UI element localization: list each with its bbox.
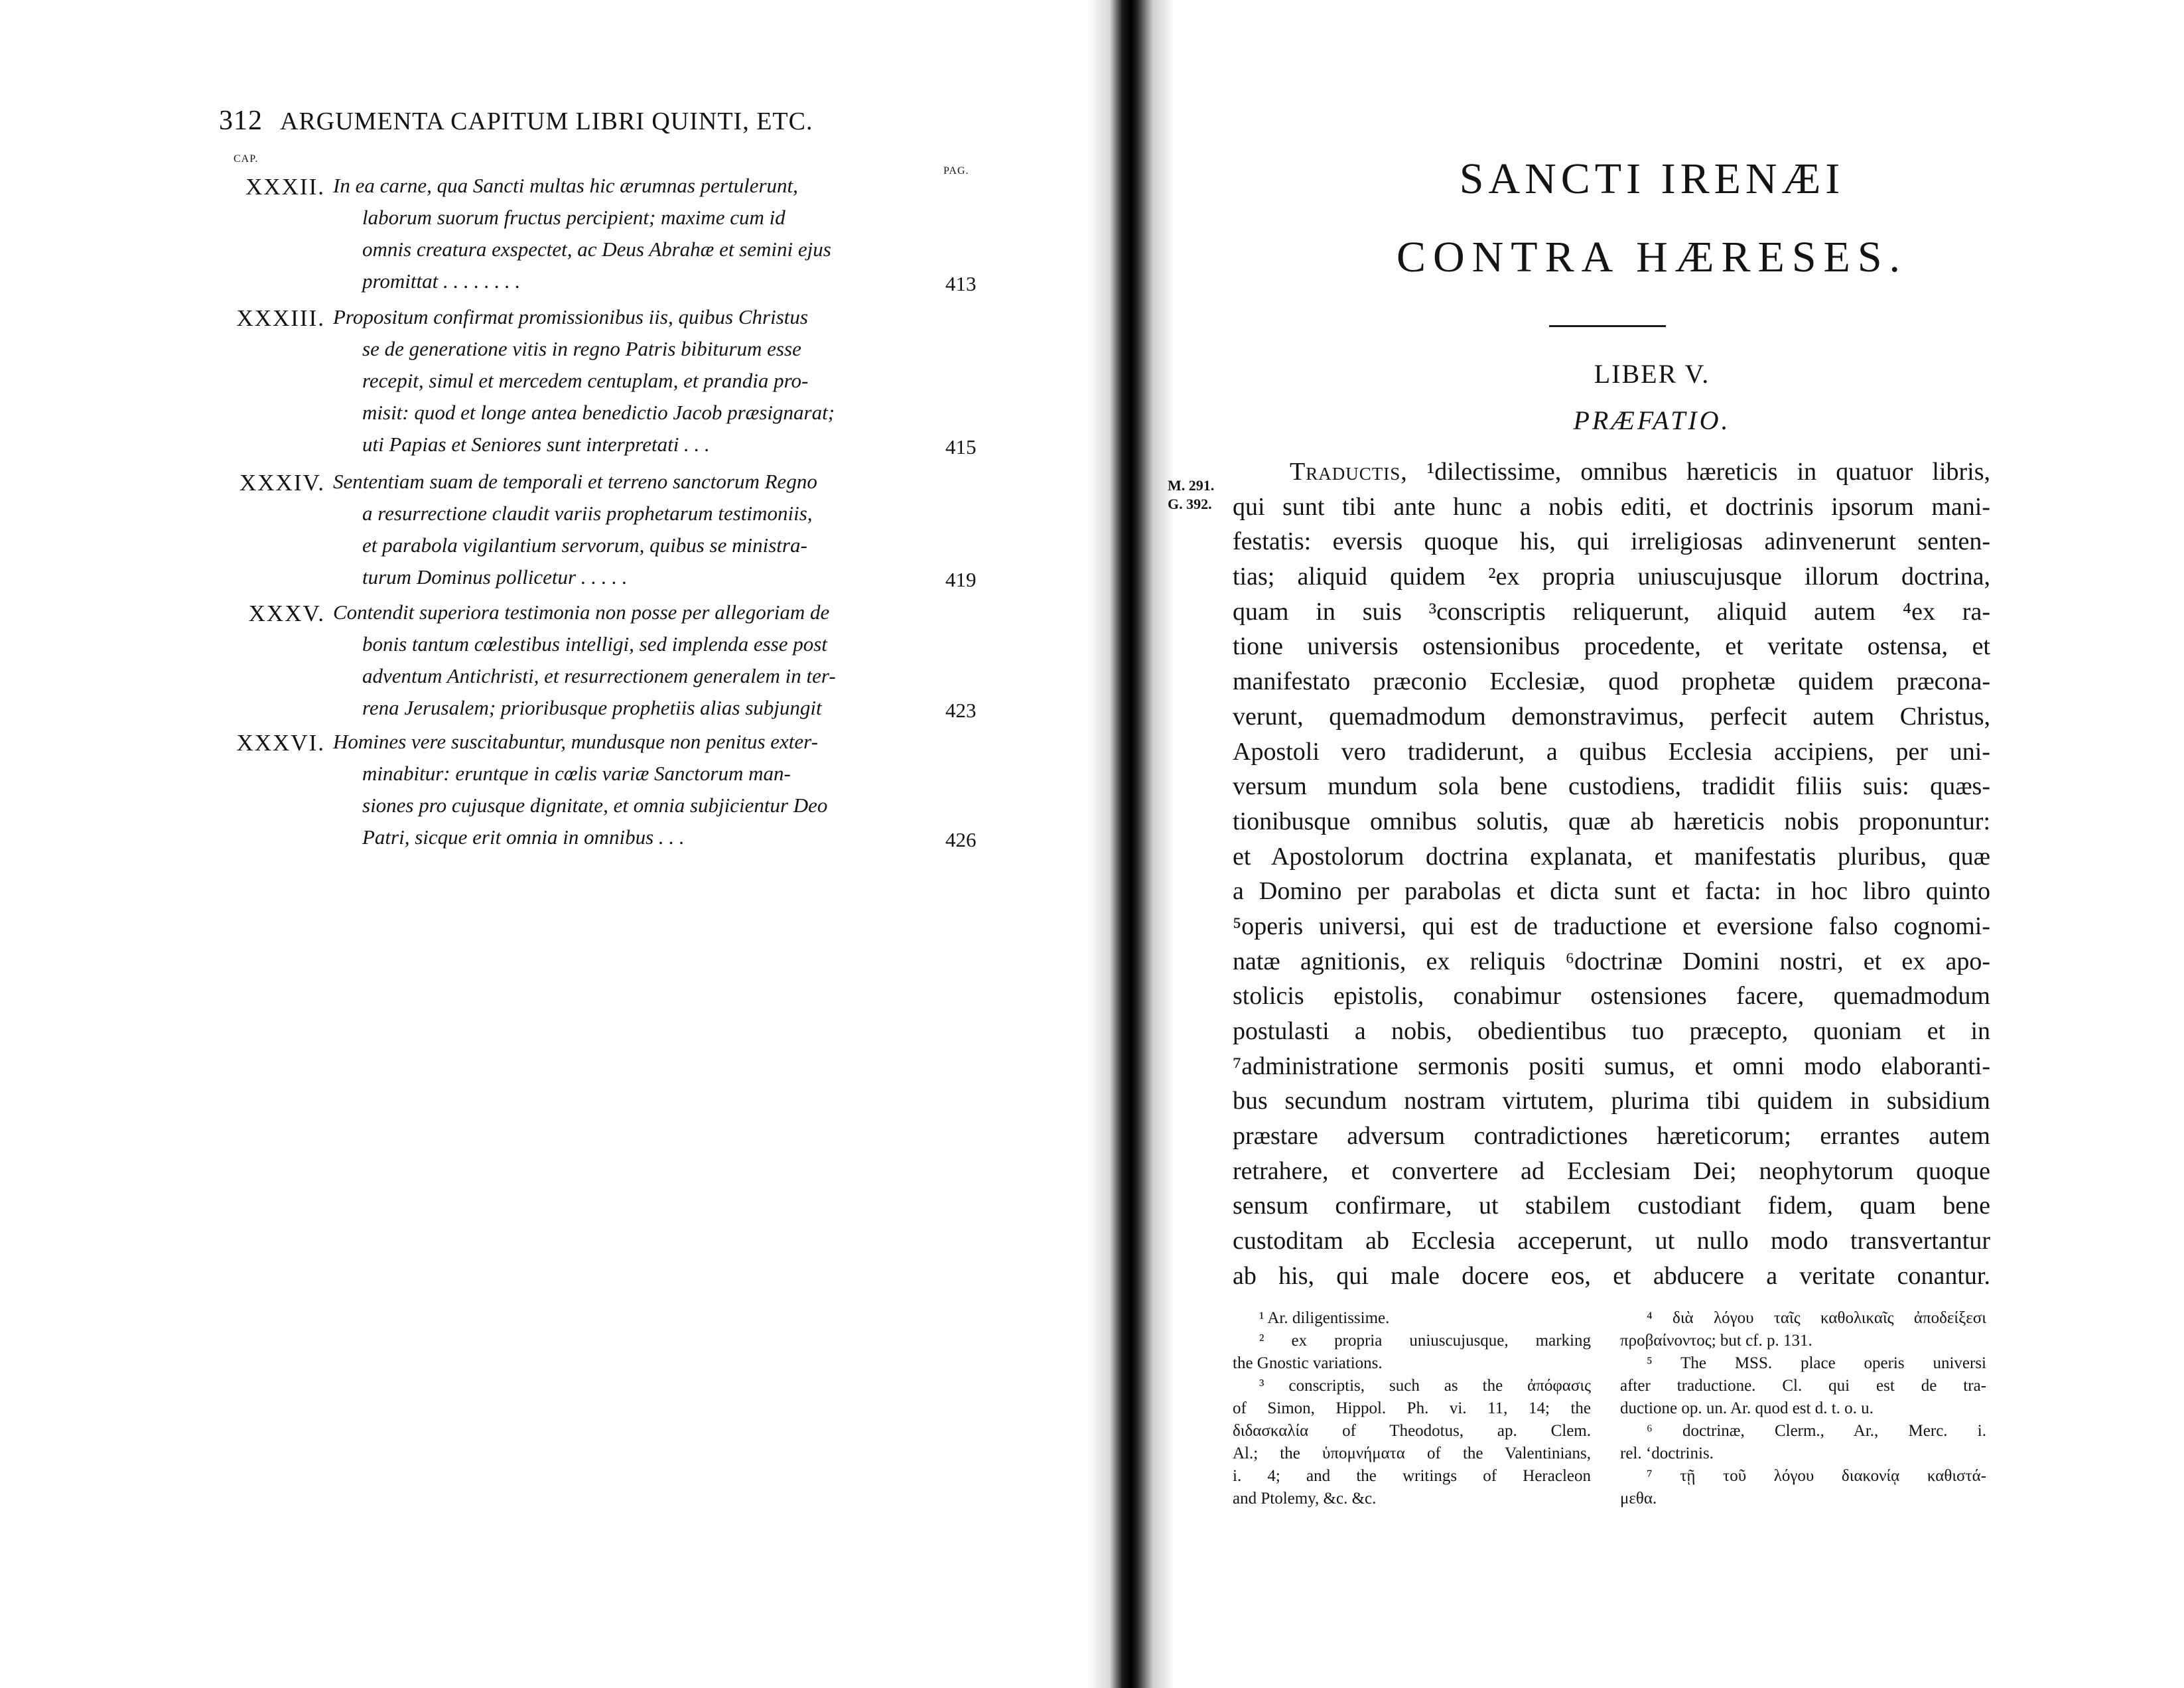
footnote-line: after traductione. Cl. qui est de tra- <box>1620 1377 1986 1395</box>
chapter-page-number: 426 <box>945 828 977 851</box>
body-line: verunt, quemadmodum demonstravimus, perfecit autem Christus, <box>1233 702 1990 731</box>
running-head <box>219 105 982 137</box>
first-word: Traductis, <box>1290 458 1408 486</box>
summary-line: Contendit superiora testimonia non posse per allegoriam de <box>333 600 830 624</box>
chapter-summary <box>333 466 930 593</box>
summary-line: turum Dominus pollicetur . . . . . <box>362 565 628 589</box>
chapter-number: XXXV. <box>248 600 325 626</box>
page-number: 312 <box>219 106 263 136</box>
chapter-page-number: 419 <box>945 568 977 591</box>
chapter-page-number: 415 <box>945 435 977 458</box>
body-line: ab his, qui male docere eos, et abducere a veritate conantur. <box>1233 1261 1990 1290</box>
footnote-line: ⁷ τῇ τοῦ λόγου διακονίᾳ καθιστά- <box>1647 1467 1986 1485</box>
footnote-line: ductione op. un. Ar. quod est d. t. o. u. <box>1620 1399 1874 1417</box>
footnote-line: the Gnostic variations. <box>1233 1354 1383 1372</box>
footnote-line: ² ex propria uniuscujusque, marking <box>1259 1332 1591 1350</box>
body-line: et Apostolorum doctrina explanata, et manifestatis pluribus, quæ <box>1233 842 1990 871</box>
footnote-line: ⁵ The MSS. place operis universi <box>1647 1354 1986 1372</box>
preface-heading: PRÆFATIO. <box>1573 405 1731 435</box>
body-line: ⁵operis universi, qui est de traductione et eversione falso cognomi- <box>1233 912 1990 940</box>
summary-line: omnis creatura exspectet, ac Deus Abrahæ et semini ejus <box>362 238 831 261</box>
body-line: retrahere, et convertere ad Ecclesiam Dei; neophytorum quoque <box>1233 1157 1990 1185</box>
footnotes-left-column <box>1233 1307 1591 1510</box>
summary-line: uti Papias et Seniores sunt interpretati . . . <box>362 433 710 456</box>
book-title: SANCTI IRENÆI <box>1459 155 1845 203</box>
body-line: qui sunt tibi ante hunc a nobis editi, et doctrinis ipsorum mani- <box>1233 492 1990 521</box>
body-line: præstare adversum contradictiones hæreticorum; errantes autem <box>1233 1122 1990 1151</box>
summary-line: siones pro cujusque dignitate, et omnia subjicientur Deo <box>362 794 828 817</box>
summary-line: Homines vere suscitabuntur, mundusque non penitus exter- <box>333 730 818 753</box>
body-line: versum mundum sola bene custodiens, tradidit filiis suis: quæs- <box>1233 772 1990 801</box>
summary-line: Sententiam suam de temporali et terreno sanctorum Regno <box>333 470 817 493</box>
column-label-pag: PAG. <box>943 165 969 176</box>
footnote <box>1620 1307 1986 1352</box>
summary-line: rena Jerusalem; prioribusque prophetiis alias subjungit <box>362 696 822 719</box>
body-line: Apostoli vero tradiderunt, a quibus Ecclesia accipiens, per uni- <box>1233 737 1990 766</box>
body-line: bus secundum nostram virtutem, plurima tibi quidem in subsidium <box>1233 1087 1990 1115</box>
footnote <box>1620 1420 1986 1465</box>
footnote-line: Al.; the ὑπομνήματα of the Valentinians, <box>1233 1444 1591 1462</box>
first-line-rest: ¹dilectissime, omnibus hæreticis in quatuor libris, <box>1426 458 1991 486</box>
chapter-summary <box>333 726 930 853</box>
body-line: natæ agnitionis, ex reliquis ⁶doctrinæ Domini nostri, et ex apo- <box>1233 947 1990 975</box>
chapter-number: XXXII. <box>245 174 325 200</box>
summary-line: Patri, sicque erit omnia in omnibus . . . <box>362 825 685 849</box>
body-line: ⁷administratione sermonis positi sumus, et omni modo elaboranti- <box>1233 1052 1990 1080</box>
footnote <box>1233 1330 1591 1375</box>
margin-references <box>1168 476 1214 514</box>
running-head-title: ARGUMENTA CAPITUM LIBRI QUINTI, ETC. <box>280 107 813 135</box>
chapter-number: XXXIV. <box>239 470 325 496</box>
footnote-line: ¹ Ar. diligentissime. <box>1259 1309 1390 1327</box>
summary-line: minabitur: eruntque in cœlis variæ Sanctorum man- <box>362 762 791 785</box>
book-number-heading: LIBER V. <box>1594 359 1710 389</box>
footnote-line: ⁴ διὰ λόγου ταῖς καθολικαῖς ἀποδείξεσι <box>1647 1309 1986 1327</box>
summary-line: misit: quod et longe antea benedictio Jacob præsignarat; <box>362 401 835 424</box>
summary-line: adventum Antichristi, et resurrectionem generalem in ter- <box>362 664 836 687</box>
body-line: tias; aliquid quidem ²ex propria uniuscujusque illorum doctrina, <box>1233 563 1990 591</box>
chapter-summary <box>333 301 930 460</box>
summary-line: se de generatione vitis in regno Patris bibiturum esse <box>362 337 801 360</box>
summary-line: et parabola vigilantium servorum, quibus se ministra- <box>362 533 807 557</box>
body-line: tione universis ostensionibus procedente, et veritate ostensa, et <box>1233 632 1990 661</box>
footnote-line: προβαίνοντος; but cf. p. 131. <box>1620 1332 1812 1350</box>
chapter-page-number: 423 <box>945 699 977 722</box>
footnote <box>1233 1307 1591 1330</box>
body-line: stolicis epistolis, conabimur ostensiones facere, quemadmodum <box>1233 982 1990 1011</box>
footnote-line: i. 4; and the writings of Heracleon <box>1233 1467 1591 1485</box>
summary-line: bonis tantum cœlestibus intelligi, sed implenda esse post <box>362 632 827 656</box>
footnote-line: rel. ‘doctrinis. <box>1620 1444 1714 1462</box>
body-line: sensum confirmare, ut stabilem custodiant fidem, quam bene <box>1233 1192 1990 1220</box>
summary-line: Propositum confirmat promissionibus iis, quibus Christus <box>333 305 808 328</box>
body-line: custoditam ab Ecclesia acceperunt, ut nullo modo transvertantur <box>1233 1227 1990 1255</box>
summary-line: laborum suorum fructus percipient; maxime cum id <box>362 206 785 229</box>
body-line: quam in suis ³conscriptis reliquerunt, aliquid autem ⁴ex ra- <box>1233 597 1990 626</box>
footnote <box>1620 1465 1986 1510</box>
chapter-summary <box>333 597 930 724</box>
title-rule <box>1549 325 1666 327</box>
column-label-cap: CAP. <box>234 153 259 165</box>
footnote-line: and Ptolemy, &c. &c. <box>1233 1490 1377 1508</box>
footnote-line: ³ conscriptis, such as the ἀπόφασις <box>1259 1377 1591 1395</box>
chapter-page-number: 413 <box>945 272 977 295</box>
body-line-first <box>1233 455 1990 490</box>
footnote-line: ⁶ doctrinæ, Clerm., Ar., Merc. i. <box>1647 1422 1986 1440</box>
margin-ref-m: M. 291. <box>1168 477 1215 494</box>
body-line: tionibusque omnibus solutis, quæ ab hæreticis nobis proponuntur: <box>1233 807 1990 835</box>
footnote <box>1233 1375 1591 1510</box>
footnote <box>1620 1352 1986 1420</box>
body-line: a Domino per parabolas et dicta sunt et facta: in hoc libro quinto <box>1233 877 1990 906</box>
body-line: manifestato præconio Ecclesiæ, quod prophetæ quidem præcona- <box>1233 668 1990 696</box>
margin-ref-g: G. 392. <box>1168 496 1212 512</box>
body-line: postulasti a nobis, obedientibus tuo præcepto, quoniam et in <box>1233 1017 1990 1045</box>
preface-body <box>1233 455 1990 1294</box>
book-gutter <box>1088 0 1174 1688</box>
book-subtitle: CONTRA HÆRESES. <box>1396 233 1908 281</box>
footnote-line: of Simon, Hippol. Ph. vi. 11, 14; the <box>1233 1399 1591 1417</box>
footnote-line: διδασκαλία of Theodotus, ap. Clem. <box>1233 1422 1591 1440</box>
summary-line: promittat . . . . . . . . <box>362 269 521 293</box>
summary-line: a resurrectione claudit variis prophetarum testimoniis, <box>362 502 813 525</box>
chapter-number: XXXVI. <box>236 730 325 756</box>
chapter-number: XXXIII. <box>236 305 325 331</box>
summary-line: recepit, simul et mercedem centuplam, et prandia pro- <box>362 369 809 392</box>
footnote-line: μεθα. <box>1620 1490 1657 1508</box>
footnotes-right-column <box>1620 1307 1986 1510</box>
chapter-summary <box>333 170 930 297</box>
body-line: festatis: eversis quoque his, qui irreligiosas adinvenerunt senten- <box>1233 528 1990 556</box>
summary-line: In ea carne, qua Sancti multas hic ærumnas pertulerunt, <box>333 174 798 197</box>
